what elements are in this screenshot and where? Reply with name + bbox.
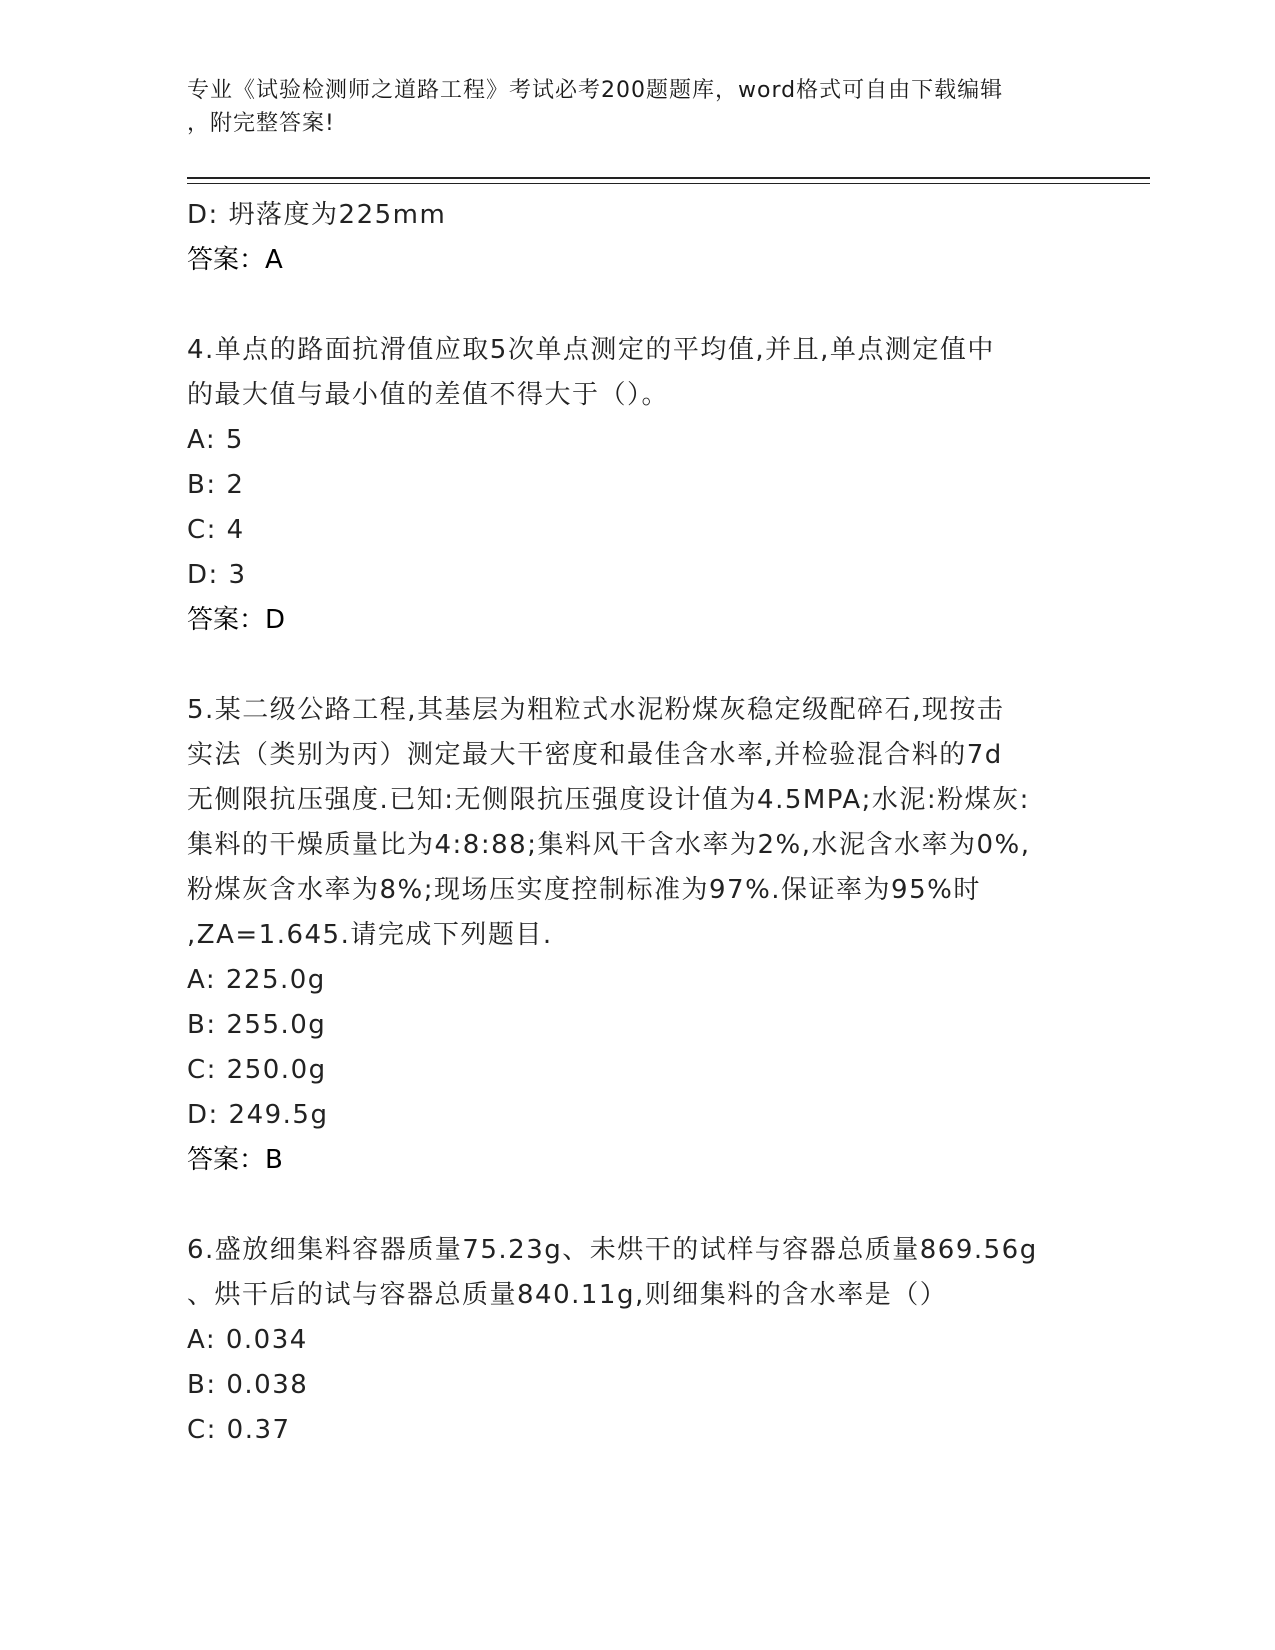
- question-4: [187, 328, 1087, 643]
- q5-option-b: B: 255.0g: [187, 1010, 327, 1040]
- q4-option-c: C: 4: [187, 515, 245, 545]
- q4-stem-line-2: 的最大值与最小值的差值不得大于（）。: [187, 380, 670, 410]
- q5-stem-line-1: 5.某二级公路工程,其基层为粗粒式水泥粉煤灰稳定级配碎石,现按击: [187, 695, 1005, 725]
- q5-option-d: D: 249.5g: [187, 1100, 329, 1130]
- document-body: [187, 193, 1087, 1453]
- q6-option-a: A: 0.034: [187, 1325, 308, 1355]
- q5-stem-line-3: 无侧限抗压强度.已知:无侧限抗压强度设计值为4.5MPA;水泥:粉煤灰:: [187, 785, 1030, 815]
- q5-stem-line-2: 实法（类别为丙）测定最大干密度和最佳含水率,并检验混合料的7d: [187, 740, 1003, 770]
- q4-stem-line-1: 4.单点的路面抗滑值应取5次单点测定的平均值,并且,单点测定值中: [187, 335, 995, 365]
- header-divider-thin: [187, 183, 1150, 184]
- q4-option-b: B: 2: [187, 470, 245, 500]
- q4-option-d: D: 3: [187, 560, 247, 590]
- q6-stem-line-1: 6.盛放细集料容器质量75.23g、未烘干的试样与容器总质量869.56g: [187, 1235, 1038, 1265]
- q3-answer: 答案：A: [187, 245, 283, 275]
- header-title-line-2: ，附完整答案!: [187, 111, 335, 136]
- header-title-line-1: 专业《试验检测师之道路工程》考试必考200题题库，word格式可自由下载编辑: [187, 78, 1004, 103]
- spacer: [187, 1183, 1087, 1228]
- q5-stem-line-5: 粉煤灰含水率为8%;现场压实度控制标准为97%.保证率为95%时: [187, 875, 981, 905]
- spacer: [187, 643, 1087, 688]
- question-5: [187, 688, 1087, 1183]
- header-divider-thick: [187, 177, 1150, 179]
- q4-option-a: A: 5: [187, 425, 244, 455]
- q6-stem-line-2: 、烘干后的试与容器总质量840.11g,则细集料的含水率是（）: [187, 1280, 948, 1310]
- q6-option-b: B: 0.038: [187, 1370, 309, 1400]
- q5-answer: 答案：B: [187, 1145, 283, 1175]
- q5-option-c: C: 250.0g: [187, 1055, 327, 1085]
- q6-option-c: C: 0.37: [187, 1415, 291, 1445]
- q4-answer: 答案：D: [187, 605, 286, 635]
- question-3-tail: [187, 193, 1087, 283]
- document-header: [187, 74, 1067, 140]
- q5-stem-line-4: 集料的干燥质量比为4:8:88;集料风干含水率为2%,水泥含水率为0%,: [187, 830, 1031, 860]
- spacer: [187, 283, 1087, 328]
- q5-option-a: A: 225.0g: [187, 965, 326, 995]
- question-6: [187, 1228, 1087, 1453]
- q5-stem-line-6: ,ZA=1.645.请完成下列题目.: [187, 920, 553, 950]
- q3-option-d: D: 坍落度为225mm: [187, 200, 447, 230]
